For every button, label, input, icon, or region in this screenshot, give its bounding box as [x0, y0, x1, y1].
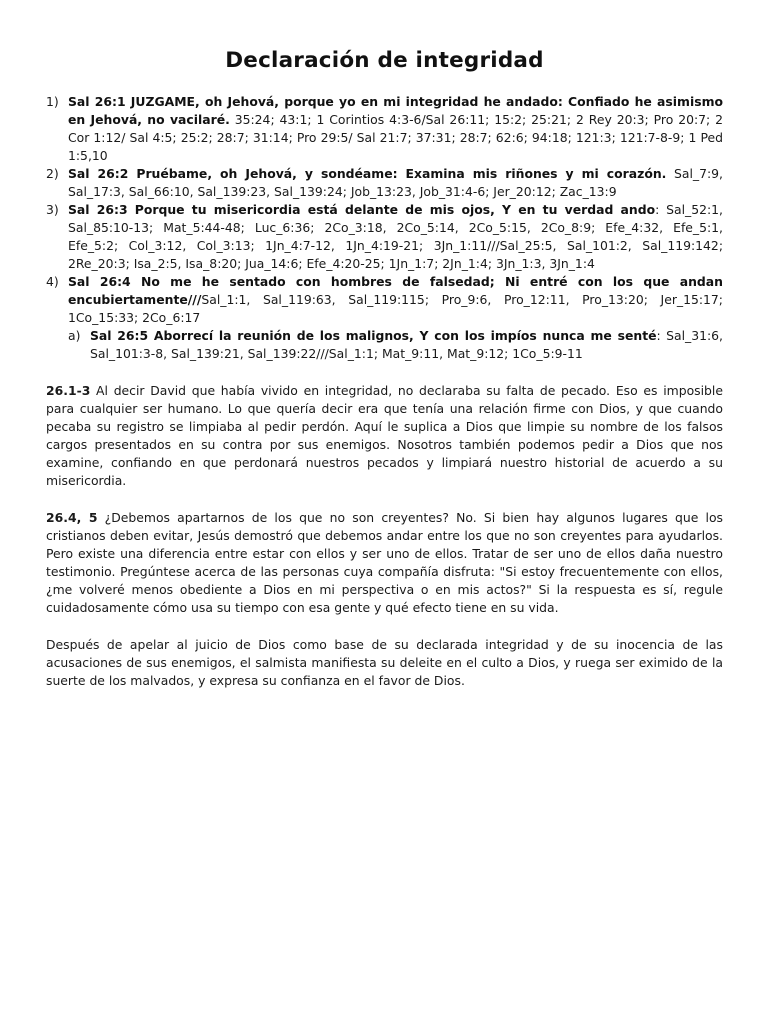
commentary-paragraph — [46, 382, 723, 490]
paragraph-reference: 26.1-3 — [46, 383, 91, 398]
list-number: 4) — [46, 274, 59, 289]
paragraph-reference: 26.4, 5 — [46, 510, 98, 525]
commentary-paragraph — [46, 509, 723, 617]
paragraph-text: Después de apelar al juicio de Dios como base de su declarada integridad y de su inocencia de las acusaciones de sus enemigos, el salmista manifiesta su deleite en el culto a Dios, y ruega ser eximido de la suerte de los malvados, y expresa su confianza en el favor de Dios. — [46, 637, 723, 688]
verse-text: Sal 26:5 Aborrecí la reunión de los malignos, Y con los impíos nunca me senté — [90, 328, 657, 343]
list-number: 1) — [46, 94, 59, 109]
list-item — [46, 165, 723, 201]
list-item — [46, 201, 723, 273]
verse-text: Sal 26:2 Pruébame, oh Jehová, y sondéame: Examina mis riñones y mi corazón. — [68, 166, 667, 181]
cross-references: 35:24; 43:1; 1 Corintios 4:3-6/Sal 26:11; 15:2; 25:21; 2 Rey 20:3; Pro 20:7; 2 Cor 1:12/ Sal 4:5; 25:2; 28:7; 31:14; Pro 29:5/ Sal 21:7; 37:31; 28:7; 62:6; 94:18; 121:3; 121:7-8-9; 1 Ped 1:5,10 — [68, 112, 723, 163]
paragraph-text: Al decir David que había vivido en integridad, no declaraba su falta de pecado. Eso es imposible para cualquier ser humano. Lo que quería decir era que tenía una relación firme con Dios, y que cuando pecaba su registro se limpiaba al pedir perdón. Aquí le suplica a Dios que limpie su nombre de los falsos cargos presentados en su contra por sus enemigos. Nosotros también podemos pedir a Dios que nos examine, confiando en que perdonará nuestros pecados y limpiará nuestro historial de acuerdo a su misericordia. — [46, 383, 723, 488]
cross-references: Sal_7:9, Sal_17:3, Sal_66:10, Sal_139:23, Sal_139:24; Job_13:23, Job_31:4-6; Jer_20:12; Zac_13:9 — [68, 166, 723, 199]
document-page — [46, 48, 723, 690]
list-item-text — [68, 273, 723, 363]
list-item — [46, 273, 723, 363]
cross-references: Sal_1:1, Sal_119:63, Sal_119:115; Pro_9:6, Pro_12:11, Pro_13:20; Jer_15:17; 1Co_15:33; 2Co_6:17 — [68, 292, 723, 325]
list-number: 2) — [46, 166, 59, 181]
document-title: Declaración de integridad — [225, 48, 544, 73]
sub-list-item — [68, 327, 723, 363]
commentary-paragraph — [46, 636, 723, 690]
list-item — [46, 93, 723, 165]
verse-text: Sal 26:4 No me he sentado con hombres de falsedad; Ni entré con los que andan encubiertamente/// — [68, 274, 723, 307]
list-item-text — [68, 93, 723, 165]
paragraph-text: ¿Debemos apartarnos de los que no son creyentes? No. Si bien hay algunos lugares que los cristianos deben evitar, Jesús demostró que debemos andar entre los que no son creyentes para ayudarlos. Pero existe una diferencia entre estar con ellos y ser uno de ellos. Tratar de ser uno de ellos daña nuestro testimonio. Pregúntese acerca de las personas cuya compañía disfruta: "Si estoy frecuentemente con ellos, ¿me volveré menos obediente a Dios en mi perspectiva o en mis actos?" Si la respuesta es sí, regule cuidadosamente cómo usa su tiempo con esa gente y qué efecto tiene en su vida. — [46, 510, 723, 615]
sub-list-item-text — [90, 327, 723, 363]
verse-text: Sal 26:1 JUZGAME, oh Jehová, porque yo en mi integridad he andado: Confiado he asimismo en Jehová, no vacilaré. — [68, 94, 723, 127]
cross-references: : Sal_31:6, Sal_101:3-8, Sal_139:21, Sal_139:22///Sal_1:1; Mat_9:11, Mat_9:12; 1Co_5:9-11 — [90, 328, 723, 361]
list-number: 3) — [46, 202, 59, 217]
list-item-text — [68, 201, 723, 273]
verse-list — [46, 93, 723, 363]
list-item-text — [68, 165, 723, 201]
sub-list-letter: a) — [68, 328, 81, 343]
verse-text: Sal 26:3 Porque tu misericordia está delante de mis ojos, Y en tu verdad ando — [68, 202, 656, 217]
cross-references: : Sal_52:1, Sal_85:10-13; Mat_5:44-48; Luc_6:36; 2Co_3:18, 2Co_5:14, 2Co_5:15, 2Co_8:9; Efe_4:32, Efe_5:1, Efe_5:2; Col_3:12, Col_3:13; 1Jn_4:7-12, 1Jn_4:19-21; 3Jn_1:11///Sal_25:5, Sal_101:2, Sal_119:142; 2Re_20:3; Isa_2:5, Isa_8:20; Jua_14:6; Efe_4:20-25; 1Jn_1:7; 2Jn_1:4; 3Jn_1:3, 3Jn_1:4 — [68, 202, 723, 271]
